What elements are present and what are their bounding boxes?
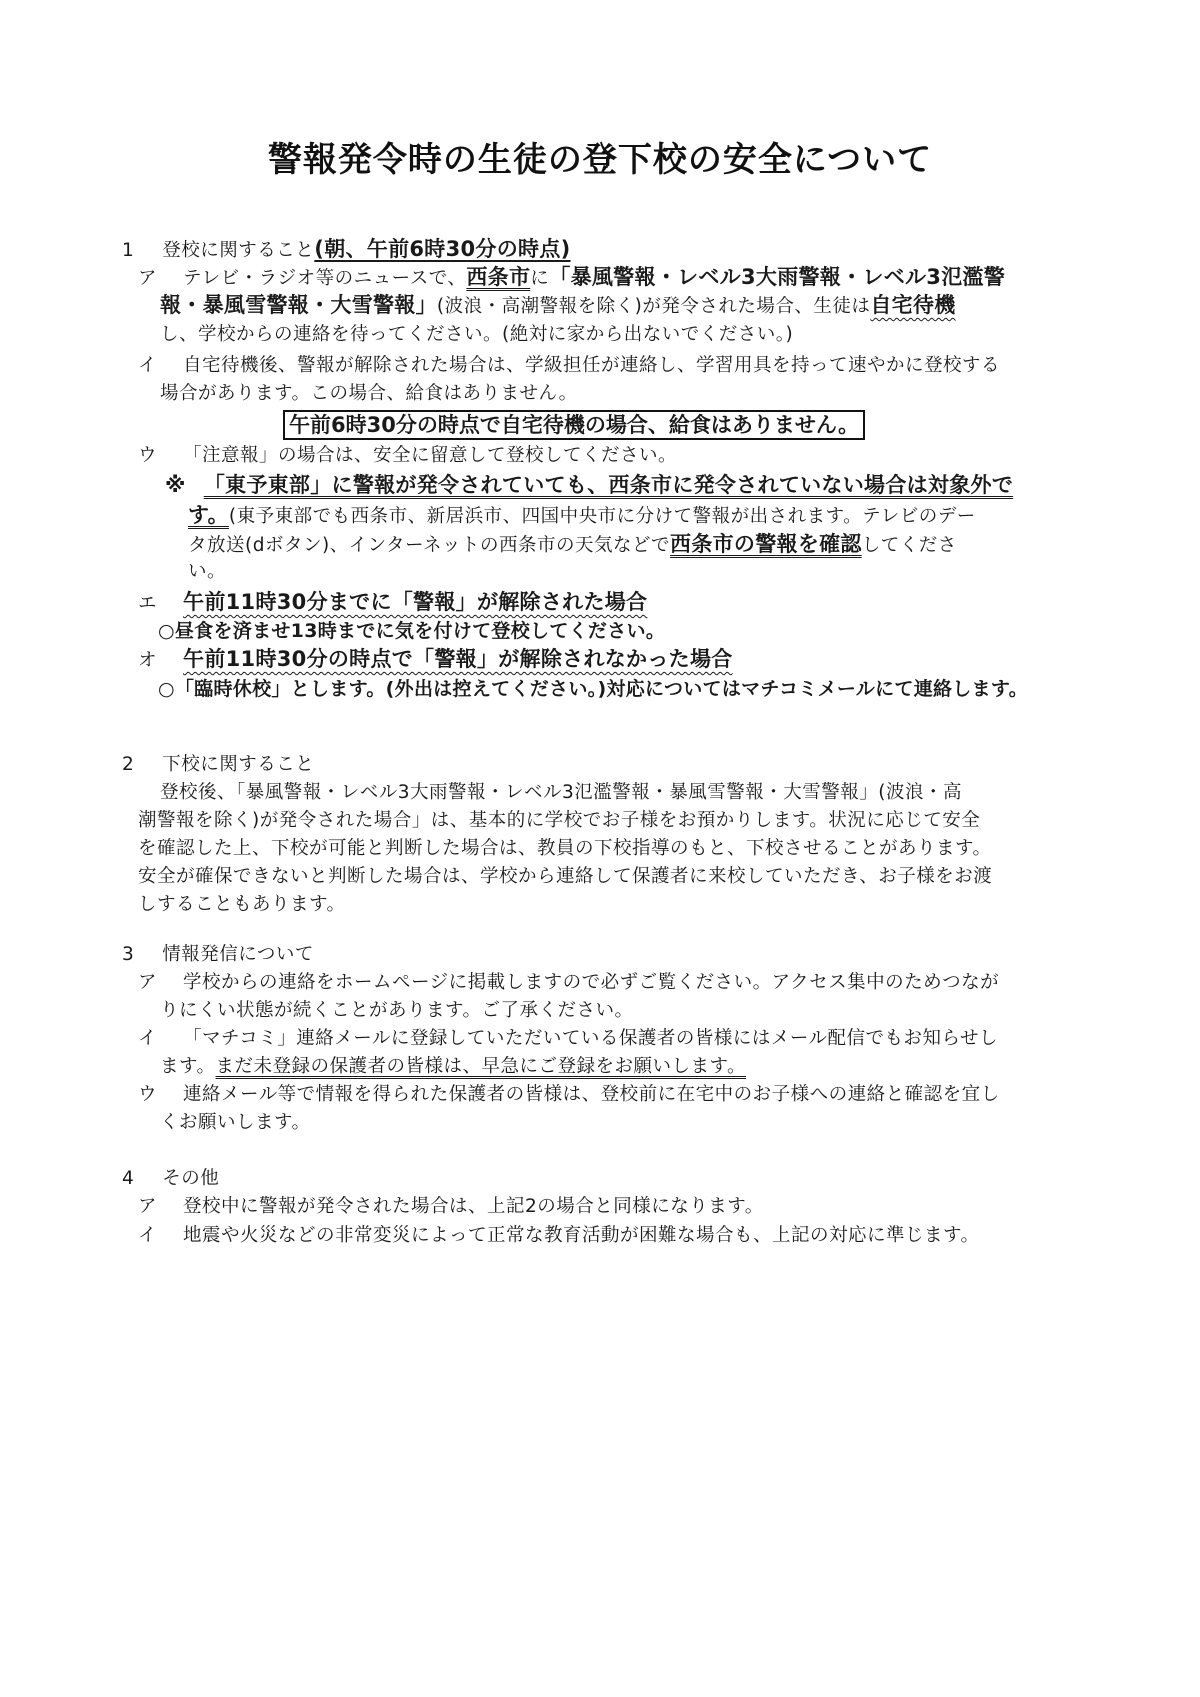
item-text: ます。 [160, 1056, 216, 1077]
section-number: 1 [122, 240, 135, 261]
item-text: 登校中に警報が発令された場合は、上記2の場合と同様になります。 [183, 1196, 764, 1217]
item-marker: ア [138, 1196, 158, 1217]
item-3u-line-2: くお願いします。 [160, 1112, 311, 1133]
item-3i-line-2 [160, 1054, 746, 1080]
item-text: テレビ・ラジオ等のニュースで、 [183, 268, 467, 289]
item-3a-line-2: りにくい状態が続くことがあります。ご了承ください。 [160, 1000, 634, 1021]
item-4i-line-1 [138, 1223, 980, 1249]
note-line-3 [188, 531, 957, 559]
item-1a-line-1 [138, 264, 1005, 292]
note-emphasis: 「東予東部」に警報が発令されていても、西条市に発令されていない場合は対象外で [203, 473, 1014, 497]
item-text: 「注意報」の場合は、安全に留意して登校してください。 [183, 445, 678, 466]
stay-home-emphasis: 自宅待機 [870, 293, 956, 317]
section-heading-text: 情報発信について [162, 944, 314, 965]
item-1i-line-1 [138, 353, 1000, 379]
section-heading-text: その他 [162, 1168, 220, 1189]
item-1o-body: ○「臨時休校」とします。(外出は控えてください。)対応についてはマチコミメールにて連絡します。 [158, 678, 1028, 700]
section-number: 4 [122, 1168, 135, 1189]
item-marker: ア [138, 268, 158, 289]
page-title: 警報発令時の生徒の登下校の安全について [267, 140, 933, 180]
item-1a-line-3: し、学校からの連絡を待ってください。(絶対に家から出ないでください。) [160, 324, 794, 345]
item-title: 午前11時30分の時点で「警報」が解除されなかった場合 [183, 647, 733, 671]
note-marker: ※ [165, 473, 186, 497]
section-3-heading [122, 942, 314, 968]
section-2-line-4: 安全が確保できないと判断した場合は、学校から連絡して保護者に来校していただき、お子様をお渡 [138, 866, 993, 887]
item-marker: エ [138, 593, 158, 614]
item-4a-line-1 [138, 1194, 764, 1220]
item-1e-title [138, 589, 647, 617]
item-marker: ウ [138, 1084, 158, 1105]
section-number: 2 [122, 754, 135, 775]
section-heading-text: 下校に関すること [162, 754, 315, 775]
city-name: 西条市 [466, 265, 531, 289]
item-1a-line-2 [160, 292, 956, 320]
item-marker: オ [138, 650, 158, 671]
item-1o-title [138, 646, 733, 674]
time-condition: (朝、午前6時30分の時点) [314, 237, 571, 261]
warning-list: 報・暴風雪警報・大雪警報」 [160, 293, 437, 317]
note-line-1 [165, 472, 1013, 500]
item-text: 連絡メール等で情報を得られた保護者の皆様は、登校前に在宅中のお子様への連絡と確認を宜し [183, 1084, 1000, 1105]
item-marker: ア [138, 972, 158, 993]
note-text: してくださ [861, 535, 957, 556]
lunch-notice-box: 午前6時30分の時点で自宅待機の場合、給食はありません。 [283, 410, 865, 440]
section-2-heading [122, 752, 314, 778]
item-text: 「マチコミ」連絡メールに登録していただいている保護者の皆様にはメール配信でもお知らせし [183, 1028, 998, 1049]
section-1-heading [122, 236, 571, 264]
item-marker: イ [138, 1225, 158, 1246]
section-2-line-1: 登校後、「暴風警報・レベル3大雨警報・レベル3氾濫警報・暴風雪警報・大雪警報」(波浪・高 [160, 782, 963, 803]
section-heading-text: 登校に関すること [162, 240, 315, 261]
item-text: (波浪・高潮警報を除く)が発令された場合、生徒は [436, 296, 871, 317]
item-text: 自宅待機後、警報が解除された場合は、学級担任が連絡し、学習用具を持って速やかに登校する [183, 355, 1001, 376]
item-text: 学校からの連絡をホームページに掲載しますので必ずご覧ください。アクセス集中のためつなが [183, 972, 1000, 993]
note-line-4: い。 [188, 561, 227, 582]
item-1i-line-2: 場合があります。この場合、給食はありません。 [160, 383, 578, 404]
section-2-line-2: 潮警報を除く)が発令された場合」は、基本的に学校でお子様をお預かりします。状況に応じて安全 [138, 810, 981, 831]
item-3a-line-1 [138, 970, 999, 996]
item-3u-line-1 [138, 1082, 1000, 1108]
note-text: (東予東部でも西条市、新居浜市、四国中央市に分けて警報が出されます。テレビのデー [228, 506, 976, 527]
note-text: タ放送(dボタン)、インターネットの西条市の天気などで [188, 535, 671, 556]
check-warning-emphasis: 西条市の警報を確認 [670, 532, 862, 556]
item-1e-body: ○昼食を済ませ13時までに気を付けて登校してください。 [158, 620, 666, 642]
warning-list: 「暴風警報・レベル3大雨警報・レベル3氾濫警 [549, 265, 1006, 289]
item-text: 地震や火災などの非常変災によって正常な教育活動が困難な場合も、上記の対応に準じます。 [183, 1225, 980, 1246]
item-marker: ウ [138, 445, 158, 466]
section-2-line-3: を確認した上、下校が可能と判断した場合は、教員の下校指導のもと、下校させることがあります。 [138, 838, 992, 859]
section-4-heading [122, 1166, 219, 1192]
note-line-2 [188, 502, 976, 530]
item-marker: イ [138, 1028, 158, 1049]
item-1u-line-1 [138, 443, 677, 469]
item-3i-line-1 [138, 1026, 998, 1052]
section-2-line-5: しすることもあります。 [138, 894, 346, 915]
section-number: 3 [122, 944, 135, 965]
registration-request: まだ未登録の保護者の皆様は、早急にご登録をお願いします。 [215, 1056, 747, 1077]
item-text: に [530, 268, 550, 289]
note-emphasis: す。 [188, 503, 229, 527]
item-title: 午前11時30分までに「警報」が解除された場合 [183, 590, 648, 614]
item-marker: イ [138, 355, 158, 376]
